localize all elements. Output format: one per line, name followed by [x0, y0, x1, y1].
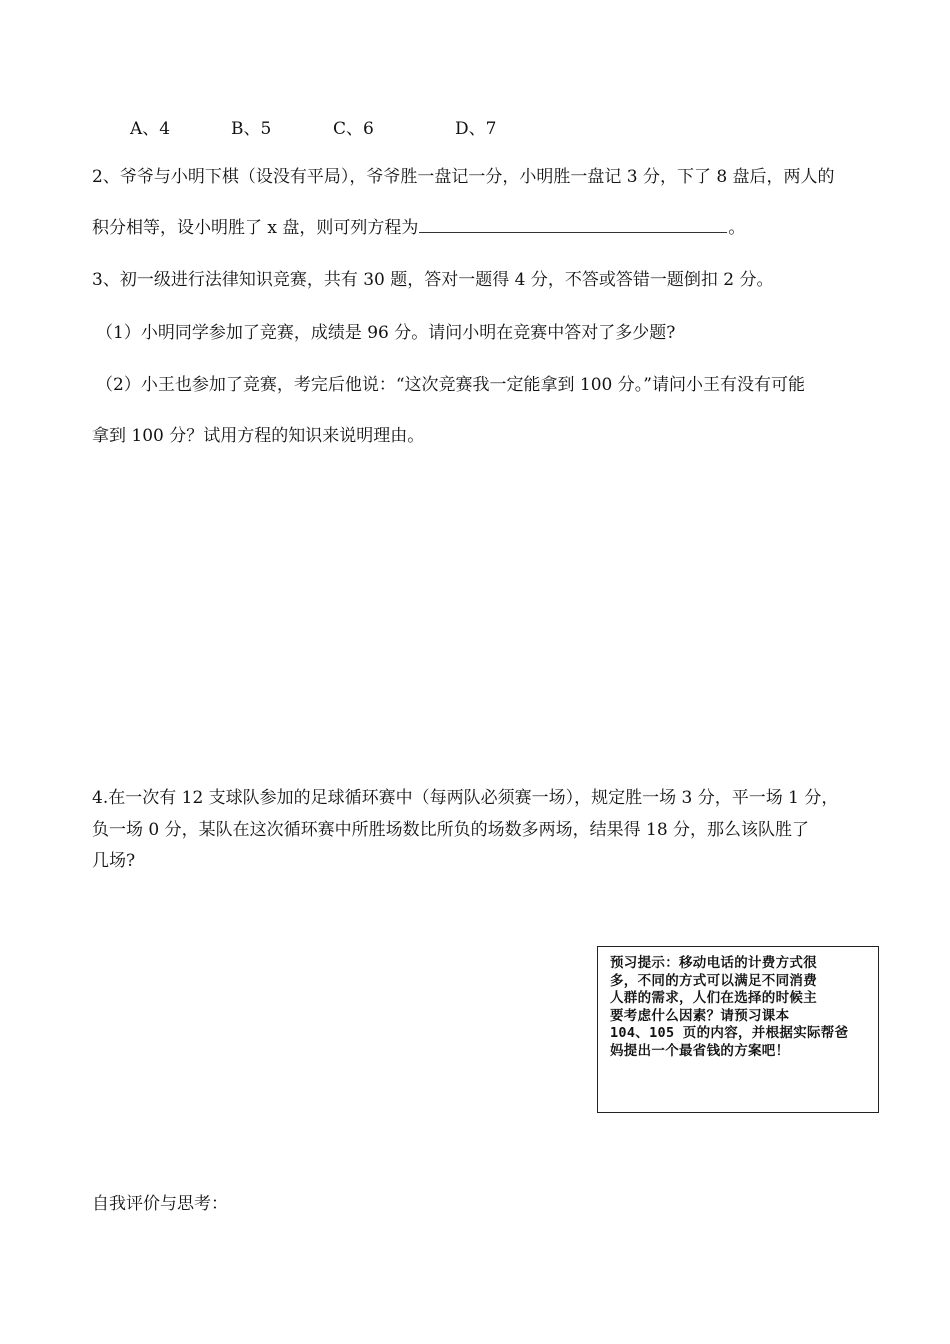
question-3-part-2-line-1: （2）小王也参加了竞赛，考完后他说：“这次竞赛我一定能拿到 100 分。”请问小王有没有可能: [96, 375, 805, 395]
option-a: A、4: [130, 119, 171, 139]
question-4-line-2: 负一场 0 分，某队在这次循环赛中所胜场数比所负的场数多两场，结果得 18 分，那么该队胜了: [92, 820, 810, 840]
question-3-part-2-line-2: 拿到 100 分？试用方程的知识来说明理由。: [92, 426, 425, 446]
self-evaluation-label: 自我评价与思考：: [92, 1194, 228, 1214]
question-4-line-1: 4.在一次有 12 支球队参加的足球循环赛中（每两队必须赛一场），规定胜一场 3 分，平一场 1 分，: [92, 788, 839, 808]
question-2-line-2: [92, 217, 745, 239]
answer-blank[interactable]: [419, 218, 727, 233]
preview-hint-box: [597, 946, 879, 1113]
option-c: C、6: [333, 119, 374, 139]
question-3-intro: 3、初一级进行法律知识竞赛，共有 30 题，答对一题得 4 分，不答或答错一题倒扣 2 分。: [92, 270, 774, 290]
question-4-line-3: 几场?: [92, 851, 136, 871]
option-d: D、7: [455, 119, 497, 139]
question-2-line-1: 2、爷爷与小明下棋（设没有平局），爷爷胜一盘记一分，小明胜一盘记 3 分，下了 8 盘后，两人的: [92, 167, 835, 187]
question-2-line-2-end: 。: [728, 218, 746, 238]
question-2-line-2-text: 积分相等，设小明胜了 x 盘，则可列方程为: [92, 218, 419, 238]
question-3-part-1: （1）小明同学参加了竞赛，成绩是 96 分。请问小明在竞赛中答对了多少题?: [96, 323, 676, 343]
option-b: B、5: [231, 119, 272, 139]
preview-hint-text: 预习提示：移动电话的计费方式很 多，不同的方式可以满足不同消费 人群的需求，人们在选择的时候主 要考虑什么因素？请预习课本 104、105 页的内容，并根据实际帮爸 妈提出一个最省钱的方案吧！: [610, 955, 849, 1059]
